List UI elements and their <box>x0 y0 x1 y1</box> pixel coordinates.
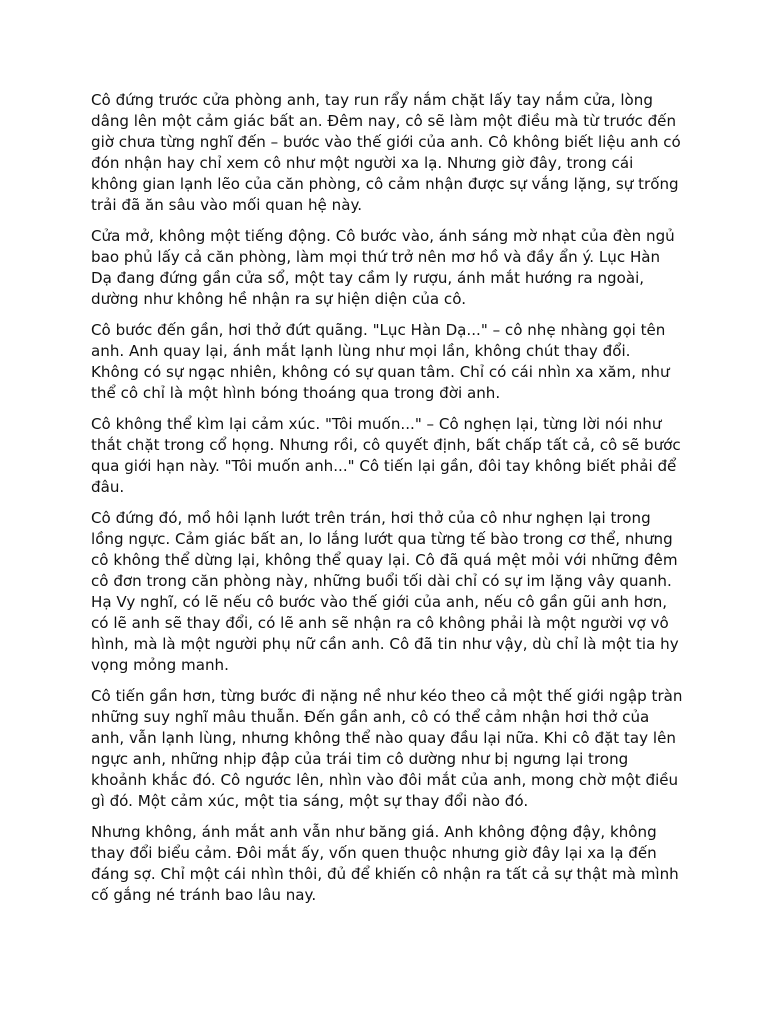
paragraph-1: Cô đứng trước cửa phòng anh, tay run rẩy nắm chặt lấy tay nắm cửa, lòng dâng lên một cảm giác bất an. Đêm nay, cô sẽ làm một điều mà từ trước đến giờ chưa từng nghĩ đến – bước vào thế giới của anh. Cô không biết liệu anh có đón nhận hay chỉ xem cô như một người xa lạ. Nhưng giờ đây, trong cái không gian lạnh lẽo của căn phòng, cô cảm nhận được sự vắng lặng, sự trống trải đã ăn sâu vào mối quan hệ này. <box>91 91 681 214</box>
paragraph-5: Cô đứng đó, mồ hôi lạnh lướt trên trán, hơi thở của cô như nghẹn lại trong lồng ngực. Cảm giác bất an, lo lắng lướt qua từng tế bào trong cơ thể, nhưng cô không thể dừng lại, không thể quay lại. Cô đã quá mệt mỏi với những đêm cô đơn trong căn phòng này, những buổi tối dài chỉ có sự im lặng vây quanh. Hạ Vy nghĩ, có lẽ nếu cô bước vào thế giới của anh, nếu cô gần gũi anh hơn, có lẽ anh sẽ thay đổi, có lẽ anh sẽ nhận ra cô không phải là một người vợ vô hình, mà là một người phụ nữ cần anh. Cô đã tin như vậy, dù chỉ là một tia hy vọng mỏng manh. <box>91 509 679 674</box>
paragraph-4: Cô không thể kìm lại cảm xúc. "Tôi muốn..." – Cô nghẹn lại, từng lời nói như thắt chặt trong cổ họng. Nhưng rồi, cô quyết định, bất chấp tất cả, cô sẽ bước qua giới hạn này. "Tôi muốn anh..." Cô tiến lại gần, đôi tay không biết phải để đâu. <box>91 415 681 496</box>
paragraph-7: Nhưng không, ánh mắt anh vẫn như băng giá. Anh không động đậy, không thay đổi biểu cảm. Đôi mắt ấy, vốn quen thuộc nhưng giờ đây lại xa lạ đến đáng sợ. Chỉ một cái nhìn thôi, đủ để khiến cô nhận ra tất cả sự thật mà mình cố gắng né tránh bao lâu nay. <box>91 823 679 904</box>
paragraph-3: Cô bước đến gần, hơi thở đứt quãng. "Lục Hàn Dạ..." – cô nhẹ nhàng gọi tên anh. Anh quay lại, ánh mắt lạnh lùng như mọi lần, không chút thay đổi. Không có sự ngạc nhiên, không có sự quan tâm. Chỉ có cái nhìn xa xăm, như thể cô chỉ là một hình bóng thoáng qua trong đời anh. <box>91 321 670 402</box>
document-body <box>91 90 683 916</box>
paragraph-2: Cửa mở, không một tiếng động. Cô bước vào, ánh sáng mờ nhạt của đèn ngủ bao phủ lấy cả căn phòng, làm mọi thứ trở nên mơ hồ và đầy ẩn ý. Lục Hàn Dạ đang đứng gần cửa sổ, một tay cầm ly rượu, ánh mắt hướng ra ngoài, dường như không hề nhận ra sự hiện diện của cô. <box>91 227 675 308</box>
paragraph-6: Cô tiến gần hơn, từng bước đi nặng nề như kéo theo cả một thế giới ngập tràn những suy nghĩ mâu thuẫn. Đến gần anh, cô có thể cảm nhận hơi thở của anh, vẫn lạnh lùng, nhưng không thể nào quay đầu lại nữa. Khi cô đặt tay lên ngực anh, những nhịp đập của trái tim cô dường như bị ngưng lại trong khoảnh khắc đó. Cô ngước lên, nhìn vào đôi mắt của anh, mong chờ một điều gì đó. Một cảm xúc, một tia sáng, một sự thay đổi nào đó. <box>91 687 683 810</box>
